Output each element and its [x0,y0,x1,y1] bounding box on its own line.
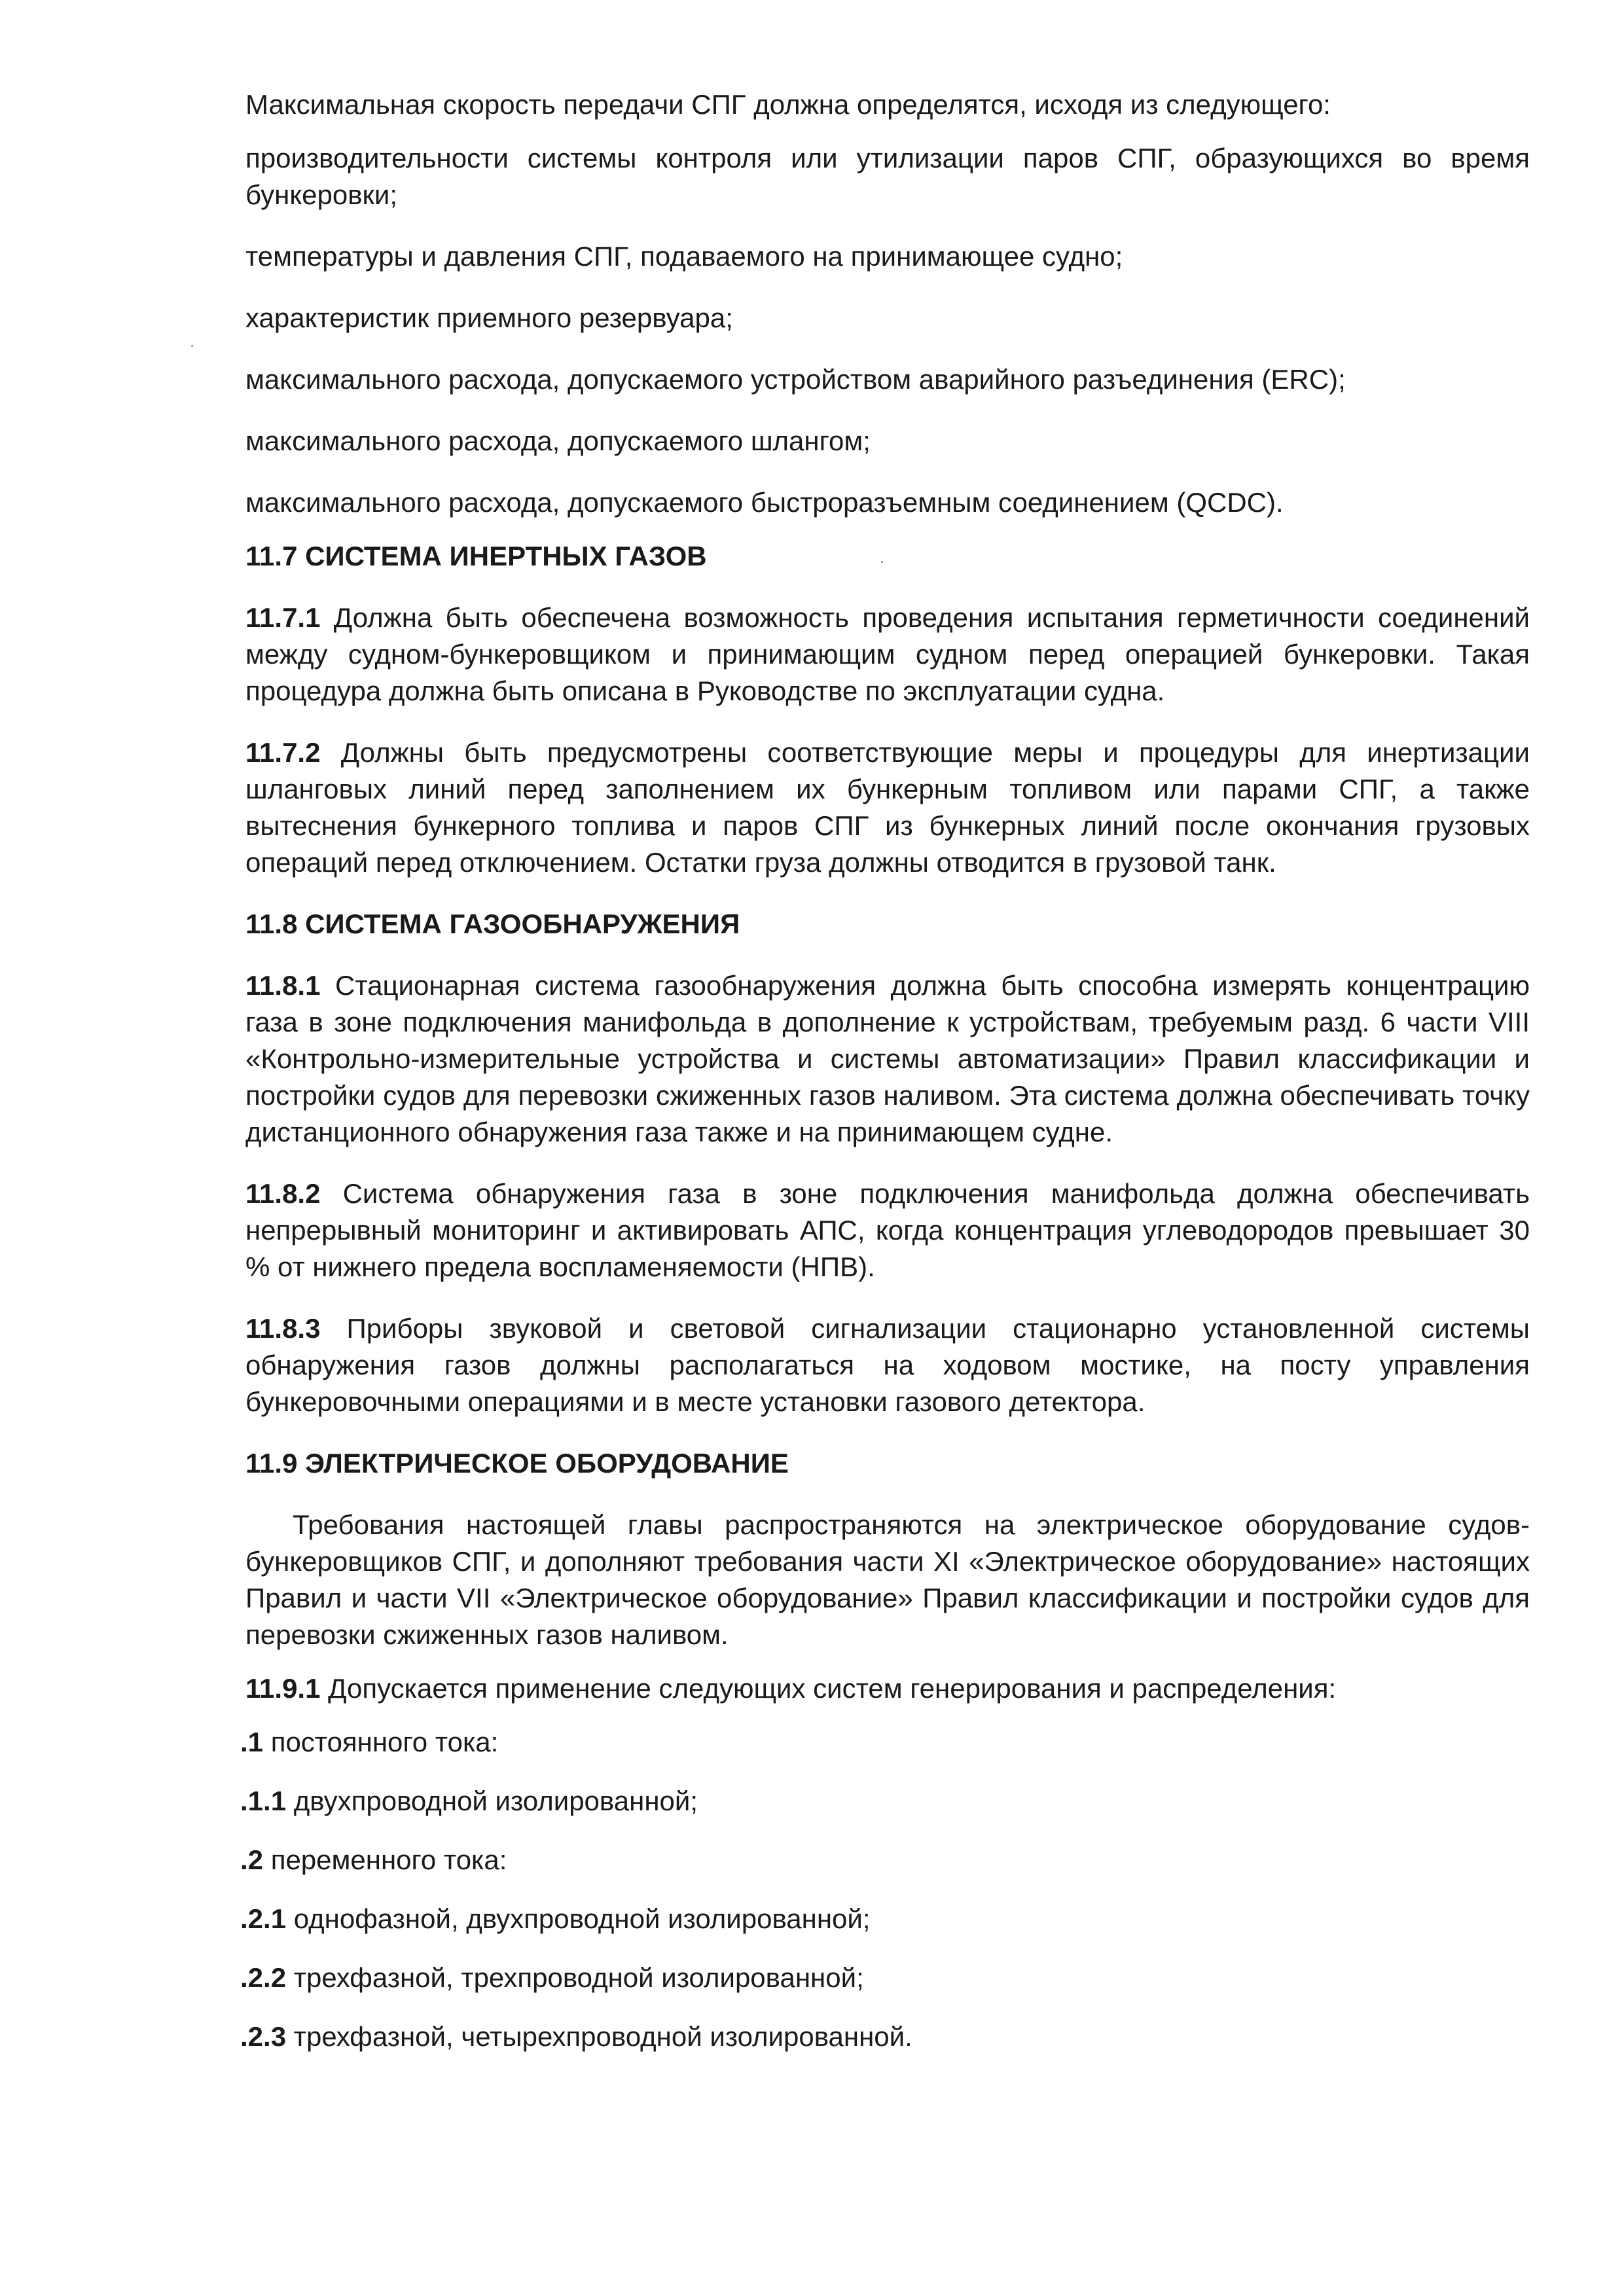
clause-text: Допускается применение следующих систем генерирования и распределения: [320,1673,1337,1704]
clause-number: 11.8.2 [245,1178,321,1209]
clause-11-8-2 [245,1175,1530,1285]
clause-number: 11.9.1 [245,1673,321,1704]
list-item [240,1960,1530,1996]
list-item-text: трехфазной, трехпроводной изолированной; [286,1962,864,1993]
clause-text: Должны быть предусмотрены соответствующие меры и процедуры для инертизации шланговых линий перед заполнением их бункерным топливом или парами СПГ, а также вытеснения бункерного топлива и паров СПГ из бункерных линий после окончания грузовых операций перед отключением. Остатки груза должны отводится в грузовой танк. [245,737,1530,878]
list-item-number: .2 [240,1844,264,1875]
clause-number: 11.7.1 [245,602,321,633]
clause-11-8-1 [245,967,1530,1151]
clause-11-9-1 [245,1670,1530,1707]
list-item-number: .2.1 [240,1903,287,1934]
clause-11-7-2 [245,734,1530,881]
list-item-text: однофазной, двухпроводной изолированной; [286,1903,871,1934]
paragraph-transfer-rate: Максимальная скорость передачи СПГ должна определятся, исходя из следующего: [245,89,1331,120]
list-item-number: .1 [240,1727,264,1757]
list-item-text: постоянного тока: [263,1727,499,1757]
list-item [240,2018,1530,2055]
paragraph-11-9-intro: Требования настоящей главы распространяются на электрическое оборудование судов-бункеровщиков СПГ, и дополняют требования части XI «Электрическое оборудование» настоящих Правил и части VII «Электрическое оборудование» Правил классификации и постройки судов для перевозки сжиженных газов наливом. [245,1509,1530,1650]
clause-number: 11.8.1 [245,970,321,1001]
scan-speck [191,345,193,347]
list-item [240,1783,1530,1820]
list-item-number: .1.1 [240,1785,287,1816]
clause-text: Приборы звуковой и световой сигнализации стационарно установленной системы обнаружения газов должны располагаться на ходовом мостике, на посту управления бункеровочными операциями и в месте установки газового детектора. [245,1313,1530,1417]
clause-11-7-1 [245,600,1530,709]
clause-text: Стационарная система газообнаружения должна быть способна измерять концентрацию газа в зоне подключения манифольда в дополнение к устройствам, требуемым разд. 6 части VIII «Контрольно-измерительные устройства и системы автоматизации» Правил классификации и постройки судов для перевозки сжиженных газов наливом. Эта система должна обеспечивать точку дистанционного обнаружения газа также и на принимающем судне. [245,970,1530,1147]
list-item-number: .2.3 [240,2021,287,2052]
clause-11-8-3 [245,1310,1530,1420]
list-item [240,1901,1530,1937]
list-item-text: переменного тока: [263,1844,507,1875]
document-body [240,86,1530,2077]
list-item-number: .2.2 [240,1962,287,1993]
heading-11-9: 11.9 ЭЛЕКТРИЧЕСКОЕ ОБОРУДОВАНИЕ [245,1448,789,1479]
paragraph-temperature-pressure: температуры и давления СПГ, подаваемого на принимающее судно; [245,241,1123,272]
heading-11-7: 11.7 СИСТЕМА ИНЕРТНЫХ ГАЗОВ [245,541,707,571]
list-item-text: двухпроводной изолированной; [286,1785,698,1816]
clause-text: Должна быть обеспечена возможность проведения испытания герметичности соединений между судном-бункеровщиком и принимающим судном перед операцией бункеровки. Такая процедура должна быть описана в Руководстве по эксплуатации судна. [245,602,1530,706]
paragraph-erc-flow: максимального расхода, допускаемого устройством аварийного разъединения (ERC); [245,364,1346,395]
paragraph-qcdc-flow: максимального расхода, допускаемого быстроразъемным соединением (QCDC). [245,487,1284,518]
list-item-text: трехфазной, четырехпроводной изолированной. [286,2021,912,2052]
paragraph-vapour-capacity: производительности системы контроля или утилизации паров СПГ, образующихся во время бункеровки; [245,143,1530,210]
heading-11-8: 11.8 СИСТЕМА ГАЗООБНАРУЖЕНИЯ [245,908,740,939]
clause-number: 11.8.3 [245,1313,321,1344]
list-item [240,1724,1530,1761]
clause-text: Система обнаружения газа в зоне подключения манифольда должна обеспечивать непрерывный мониторинг и активировать АПС, когда концентрация углеводородов превышает 30 % от нижнего предела воспламеняемости (НПВ). [245,1178,1530,1282]
paragraph-hose-flow: максимального расхода, допускаемого шлангом; [245,425,871,456]
clause-number: 11.7.2 [245,737,321,768]
list-item [240,1842,1530,1878]
paragraph-tank-characteristics: характеристик приемного резервуара; [245,302,733,333]
